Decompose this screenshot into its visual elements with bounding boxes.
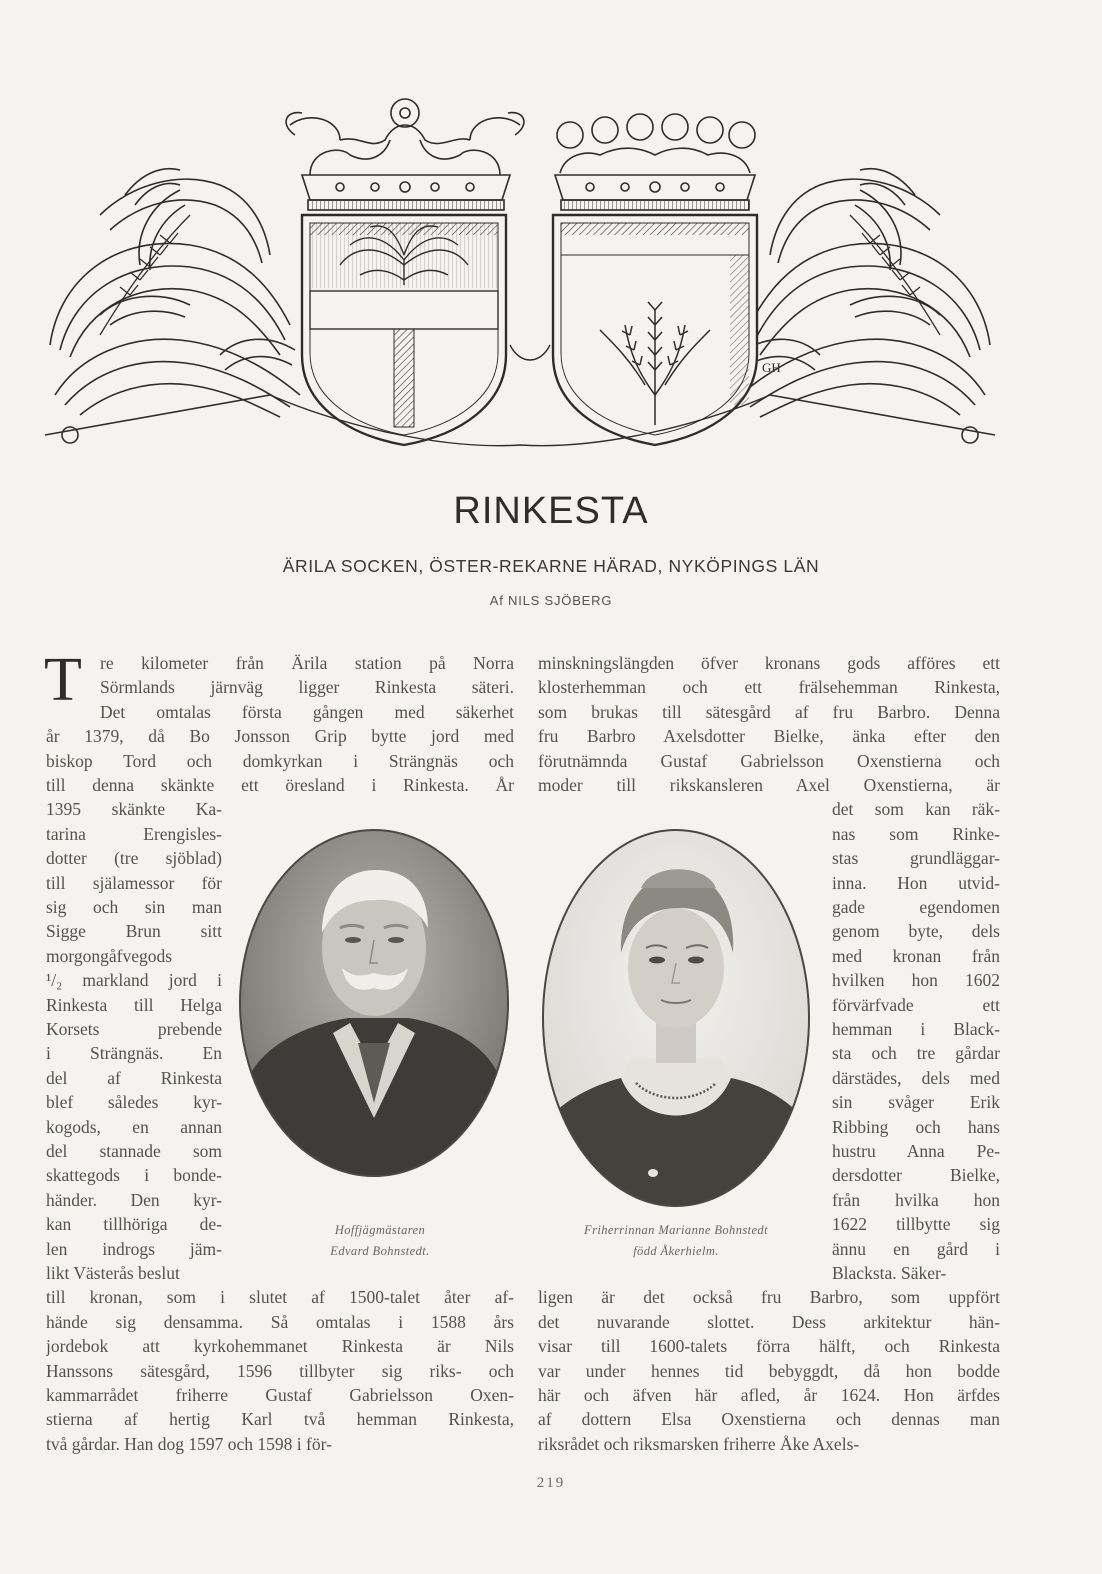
right-column-text-line: ännu en gård i [832, 1238, 1000, 1259]
left-column-text-line: år 1379, då Bo Jonsson Grip bytte jord med [46, 726, 514, 747]
portrait-edvard-bohnstedt [238, 828, 510, 1178]
right-column-text-line: från hvilka hon [832, 1189, 1000, 1210]
right-column-text-line: hvilken hon 1602 [832, 970, 1000, 991]
left-column-text-line: del stannade som [46, 1141, 222, 1161]
left-column-text-line: blef således kyr- [46, 1092, 222, 1113]
right-column-text-line: det nuvarande slottet. Dess arkitektur hän- [538, 1311, 1000, 1332]
right-column-text-line: sin svåger Erik [832, 1092, 1000, 1113]
right-column-text-line: som brukas till sätesgård af fru Barbro. Denna [538, 701, 1000, 722]
left-column-text-line: re kilometer från Ärila station på Norra [100, 653, 514, 673]
left-column-text-line: dotter (tre sjöblad) [46, 848, 222, 869]
right-column-text-line: minskningslängden öfver kronans gods afföres ett [538, 653, 1000, 673]
portrait-caption-1-name: Edvard Bohnstedt. [330, 1244, 430, 1258]
article-subtitle: ÄRILA SOCKEN, ÖSTER-REKARNE HÄRAD, NYKÖPINGS LÄN [282, 556, 820, 576]
right-column-text-line: gade egendomen [832, 897, 1000, 917]
right-column-text-line: moder till rikskansleren Axel Oxenstierna, är [538, 775, 1000, 795]
left-column-text-line: del af Rinkesta [46, 1067, 222, 1088]
left-column-text-line: Det omtalas första gången med säkerhet [100, 701, 514, 722]
left-column-text-line: sig och sin man [46, 897, 222, 917]
left-column-text-line: skattegods i bonde- [46, 1165, 222, 1186]
right-column-text-line: genom byte, dels [832, 921, 1000, 942]
right-column-text-line: Blacksta. Säker- [832, 1263, 947, 1283]
right-column-text-line: af dottern Elsa Oxenstierna och dennas man [538, 1409, 1000, 1430]
portrait-caption-1-title: Hoffjägmästaren [334, 1223, 426, 1237]
left-column-text-line: Sigge Brun sitt [46, 921, 222, 942]
left-foliage-ornament [45, 169, 300, 443]
right-column-text-line: klosterhemman och ett frälsehemman Rinkesta, [538, 677, 1000, 698]
right-column-text-line: visar till 1600-talets förra hälft, och Rinkesta [538, 1336, 1000, 1357]
left-coronet [286, 99, 524, 210]
left-column-text-line: len indrogs jäm- [46, 1238, 222, 1259]
right-coat-of-arms-shield [553, 215, 781, 445]
left-column-text-line: ¹/₂ markland jord i [46, 970, 222, 991]
monogram-mark: GH [762, 360, 781, 375]
right-column-text-line: därstädes, dels med [832, 1067, 1000, 1088]
right-column-text-line: hustru Anna Pe- [832, 1141, 1000, 1161]
wheat-ears-ornament [100, 215, 940, 335]
left-column-text-line: hände sig densamma. Så omtalas i 1588 års [46, 1311, 514, 1332]
left-column-text-line: kan tillhöriga de- [46, 1214, 222, 1235]
drop-cap: T [44, 646, 82, 714]
left-column-text-line: i Strängnäs. En [46, 1043, 222, 1064]
right-column-text-line: var under hennes tid bebyggdt, då hon bodde [538, 1360, 1000, 1381]
right-column-text-line: 1622 tillbytte sig [832, 1214, 1000, 1235]
right-column-text-line: fru Barbro Axelsdotter Bielke, änka efter den [538, 726, 1000, 747]
portrait-caption-2-title: Friherrinnan Marianne Bohnstedt [584, 1223, 768, 1237]
left-column-text-line: jordebok att kyrkohemmanet Rinkesta är Nils [46, 1336, 514, 1357]
right-column-text-line: Ribbing och hans [832, 1116, 1000, 1137]
portrait-caption-2 [541, 1220, 811, 1262]
left-column-text-line: tarina Erengisles- [46, 823, 222, 844]
right-coronet [555, 114, 755, 210]
left-column-text-line: Hanssons sätesgård, 1596 tillbyter sig riks- och [46, 1360, 514, 1381]
right-column-text-line: inna. Hon utvid- [832, 872, 1000, 893]
right-column-text-line: dersdotter Bielke, [832, 1165, 1000, 1186]
left-column-text-line: till själamessor för [46, 872, 222, 893]
left-column-text-line: till denna skänkte ett öresland i Rinkesta. År [46, 775, 514, 795]
right-column-text-line: ligen är det också fru Barbro, som uppfört [538, 1287, 1000, 1308]
right-column-text-line: förvärfvade ett [832, 994, 1000, 1015]
article-title: RINKESTA [453, 490, 649, 532]
page-number: 219 [536, 1475, 566, 1491]
left-column-text-line: händer. Den kyr- [46, 1189, 222, 1210]
left-coat-of-arms-shield [302, 215, 506, 445]
left-column-text-line: stierna af hertig Karl två hemman Rinkesta, [46, 1409, 514, 1430]
left-column-text-line: två gårdar. Han dog 1597 och 1598 i för- [46, 1433, 332, 1454]
left-column-text-line: Korsets prebende [46, 1019, 222, 1039]
heraldic-header-illustration [40, 95, 1000, 460]
right-column-text-line: här och äfven här afled, år 1624. Hon ärfdes [538, 1385, 1000, 1405]
right-column-text-line: riksrådet och riksmarsken friherre Åke Axels- [538, 1433, 860, 1454]
right-column-text-line: hemman i Black- [832, 1019, 1000, 1039]
portrait-marianne-bohnstedt [541, 828, 811, 1208]
right-foliage-ornament [740, 169, 995, 443]
left-column-text-line: kogods, en annan [46, 1116, 222, 1137]
left-column-text-line: Sörmlands järnväg ligger Rinkesta säteri. [100, 677, 514, 698]
left-column-text-line: kammarrådet friherre Gustaf Gabrielsson Oxen- [46, 1385, 514, 1405]
left-column-text-line: 1395 skänkte Ka- [46, 799, 222, 820]
right-column-text-line: det som kan räk- [832, 799, 1000, 820]
right-column-text-line: med kronan från [832, 945, 1000, 966]
left-column-text-line: till kronan, som i slutet af 1500-talet åter af- [46, 1287, 514, 1308]
portrait-caption-2-name: född Åkerhielm. [633, 1244, 719, 1258]
left-column-text-line: morgongåfvegods [46, 945, 173, 966]
right-column-text-line: nas som Rinke- [832, 823, 1000, 844]
right-column-text-line: sta och tre gårdar [832, 1043, 1000, 1064]
portrait-caption-1 [280, 1220, 480, 1262]
right-column-text-line: förutnämnda Gustaf Gabrielsson Oxenstierna och [538, 750, 1000, 771]
left-column-text-line: biskop Tord och domkyrkan i Strängnäs och [46, 750, 514, 771]
left-column-text-line: Rinkesta till Helga [46, 994, 222, 1015]
left-column-text-line: likt Västerås beslut [46, 1263, 180, 1283]
right-column-text-line: stas grundläggar- [832, 848, 1000, 869]
article-author: Af NILS SJÖBERG [489, 593, 613, 608]
